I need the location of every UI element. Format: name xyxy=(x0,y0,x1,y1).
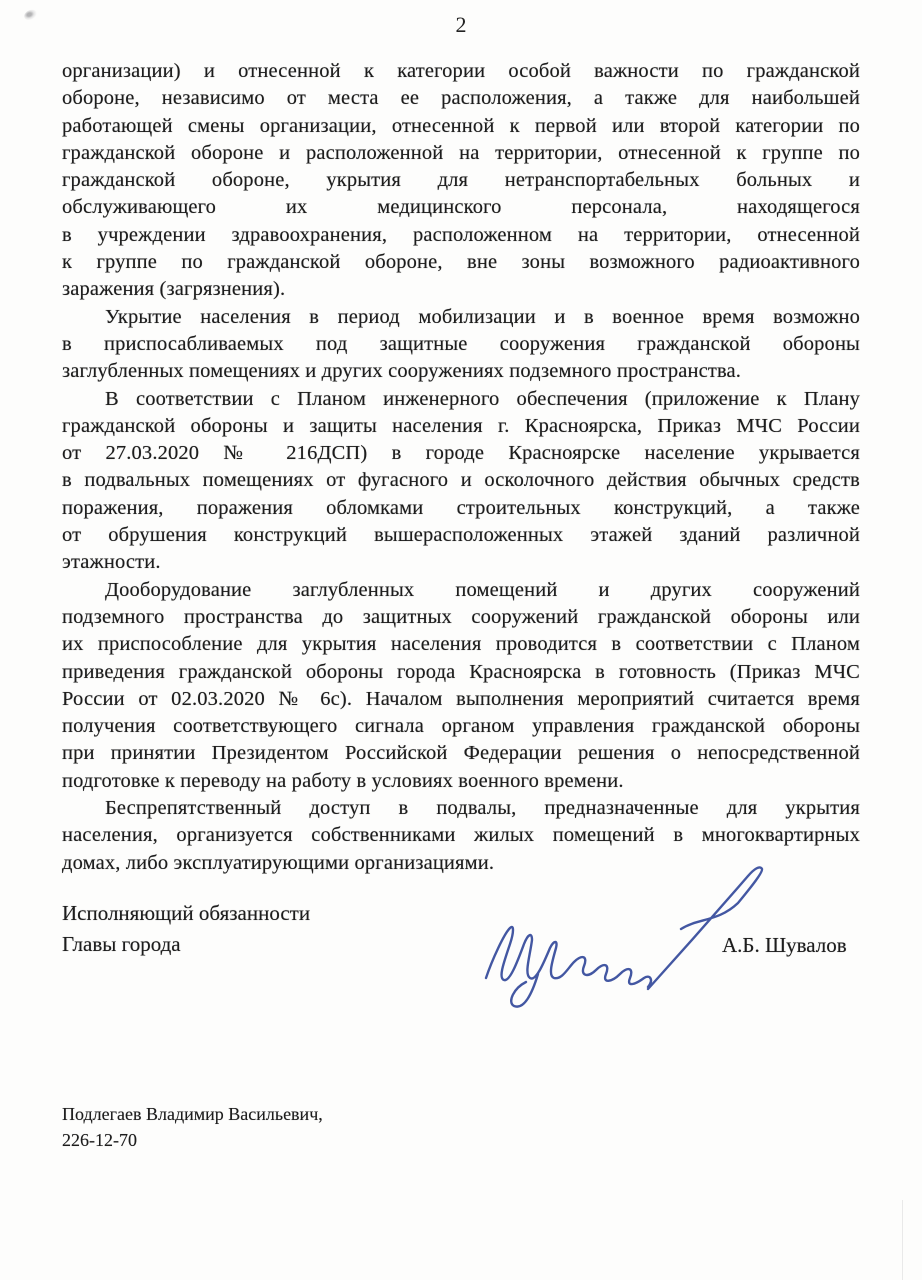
executor-info xyxy=(62,1101,323,1153)
text-line: этажности. xyxy=(62,551,161,574)
text-line: гражданской обороне и расположенной на территории, отнесенной к группе по xyxy=(62,141,860,164)
text-line: домах, либо эксплуатирующими организациями. xyxy=(62,851,495,874)
signature-title-line1: Исполняющий обязанности xyxy=(62,901,311,925)
text-line: подземного пространства до защитных сооружений гражданской обороны или xyxy=(62,605,860,628)
text-line: заглубленных помещениях и других сооружениях подземного пространства. xyxy=(62,360,742,383)
text-line: приведения гражданской обороны города Красноярска в готовность (Приказ МЧС xyxy=(62,660,860,683)
text-line: их приспособление для укрытия населения проводится в соответствии с Планом xyxy=(62,633,860,656)
text-line: обслуживающего их медицинского персонала, находящегося xyxy=(62,196,860,219)
text-line: Укрытие населения в период мобилизации и в военное время возможно xyxy=(105,305,860,328)
page-number: 2 xyxy=(455,12,467,37)
text-line: подготовке к переводу на работу в условиях военного времени. xyxy=(62,769,624,792)
text-line: заражения (загрязнения). xyxy=(62,278,286,301)
executor-phone: 226-12-70 xyxy=(62,1130,137,1150)
executor-name: Подлегаев Владимир Васильевич, xyxy=(62,1104,323,1124)
text-line: к группе по гражданской обороне, вне зоны возможного радиоактивного xyxy=(62,251,860,274)
text-line: гражданской обороне, укрытия для нетранспортабельных больных и xyxy=(62,169,860,192)
text-line: В соответствии с Планом инженерного обеспечения (приложение к Плану xyxy=(105,387,860,410)
text-line: населения, организуется собственниками жилых помещений в многоквартирных xyxy=(62,824,860,847)
text-line: Дооборудование заглубленных помещений и других сооружений xyxy=(105,578,860,601)
text-line: работающей смены организации, отнесенной к первой или второй категории по xyxy=(62,114,860,137)
text-line: в подвальных помещениях от фугасного и осколочного действия обычных средств xyxy=(62,469,860,492)
signer-name: А.Б. Шувалов xyxy=(722,933,847,957)
text-line: России от 02.03.2020 № 6с). Началом выполнения мероприятий считается время xyxy=(62,687,860,710)
text-line: поражения, поражения обломками строительных конструкций, а также xyxy=(62,496,860,519)
text-line: в приспосабливаемых под защитные сооружения гражданской обороны xyxy=(62,332,860,355)
document-body xyxy=(62,58,860,877)
text-line: при принятии Президентом Российской Федерации решения о непосредственной xyxy=(62,742,860,765)
text-line: получения соответствующего сигнала органом управления гражданской обороны xyxy=(62,715,860,738)
scan-edge-line xyxy=(902,1200,903,1280)
text-line: Беспрепятственный доступ в подвалы, предназначенные для укрытия xyxy=(105,797,860,820)
text-line: обороне, независимо от места ее расположения, а также для наибольшей xyxy=(62,87,860,110)
signature-title-line2: Главы города xyxy=(62,932,181,956)
text-line: гражданской обороны и защиты населения г. Красноярска, Приказ МЧС России xyxy=(62,414,860,437)
signature-title xyxy=(62,898,310,960)
text-line: в учреждении здравоохранения, расположенном на территории, отнесенной xyxy=(62,223,860,246)
text-line: от обрушения конструкций вышерасположенных этажей зданий различной xyxy=(62,524,860,547)
text-line: организации) и отнесенной к категории особой важности по гражданской xyxy=(62,60,860,82)
text-line: от 27.03.2020 № 216ДСП) в городе Красноярске население укрывается xyxy=(62,442,860,465)
